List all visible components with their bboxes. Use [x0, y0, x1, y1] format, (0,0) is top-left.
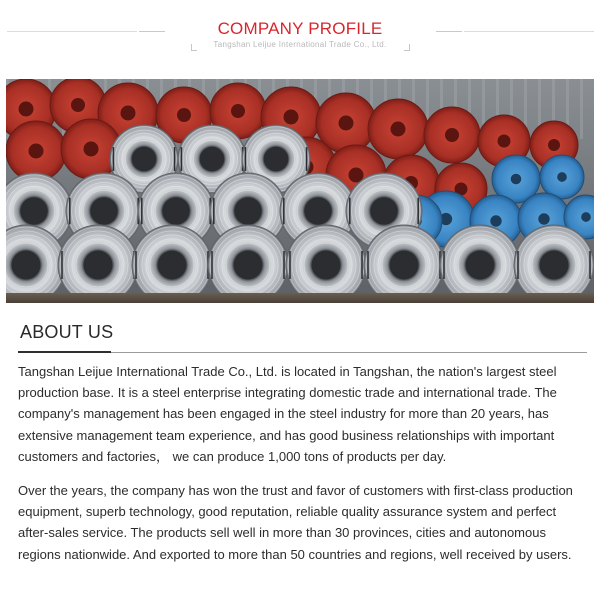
subtitle-bracket-left [191, 44, 197, 51]
about-paragraph-1: Tangshan Leijue International Trade Co., Ltd. is located in Tangshan, the nation's largest steel production base. It is a steel enterprise integrating domestic trade and international trade. The company's management has been engaged in the steel industry for more than 20 years, has extensive management team experience, and has good business relationships with important customers and factories， we can produce 1,000 tons of products per day. [18, 364, 557, 464]
subtitle-bracket-right [404, 44, 410, 51]
page-header [0, 0, 600, 62]
page-subtitle: Tangshan Leijue International Trade Co., Ltd. [213, 40, 387, 49]
about-paragraph-2: Over the years, the company has won the trust and favor of customers with first-class production equipment, superb technology, good reputation, reliable quality assurance system and perfect after-sales service. The products sell well in more than 30 provinces, cities and autonomous regions nationwide. And exported to more than 50 countries and regions, well received by users. [18, 483, 573, 562]
steel-coils-banner-image [6, 79, 594, 303]
steel-coils-illustration [6, 79, 594, 303]
about-us-heading: ABOUT US [20, 322, 114, 342]
page-title: COMPANY PROFILE [217, 19, 383, 38]
about-us-underline [18, 351, 111, 353]
section-divider [111, 352, 587, 353]
